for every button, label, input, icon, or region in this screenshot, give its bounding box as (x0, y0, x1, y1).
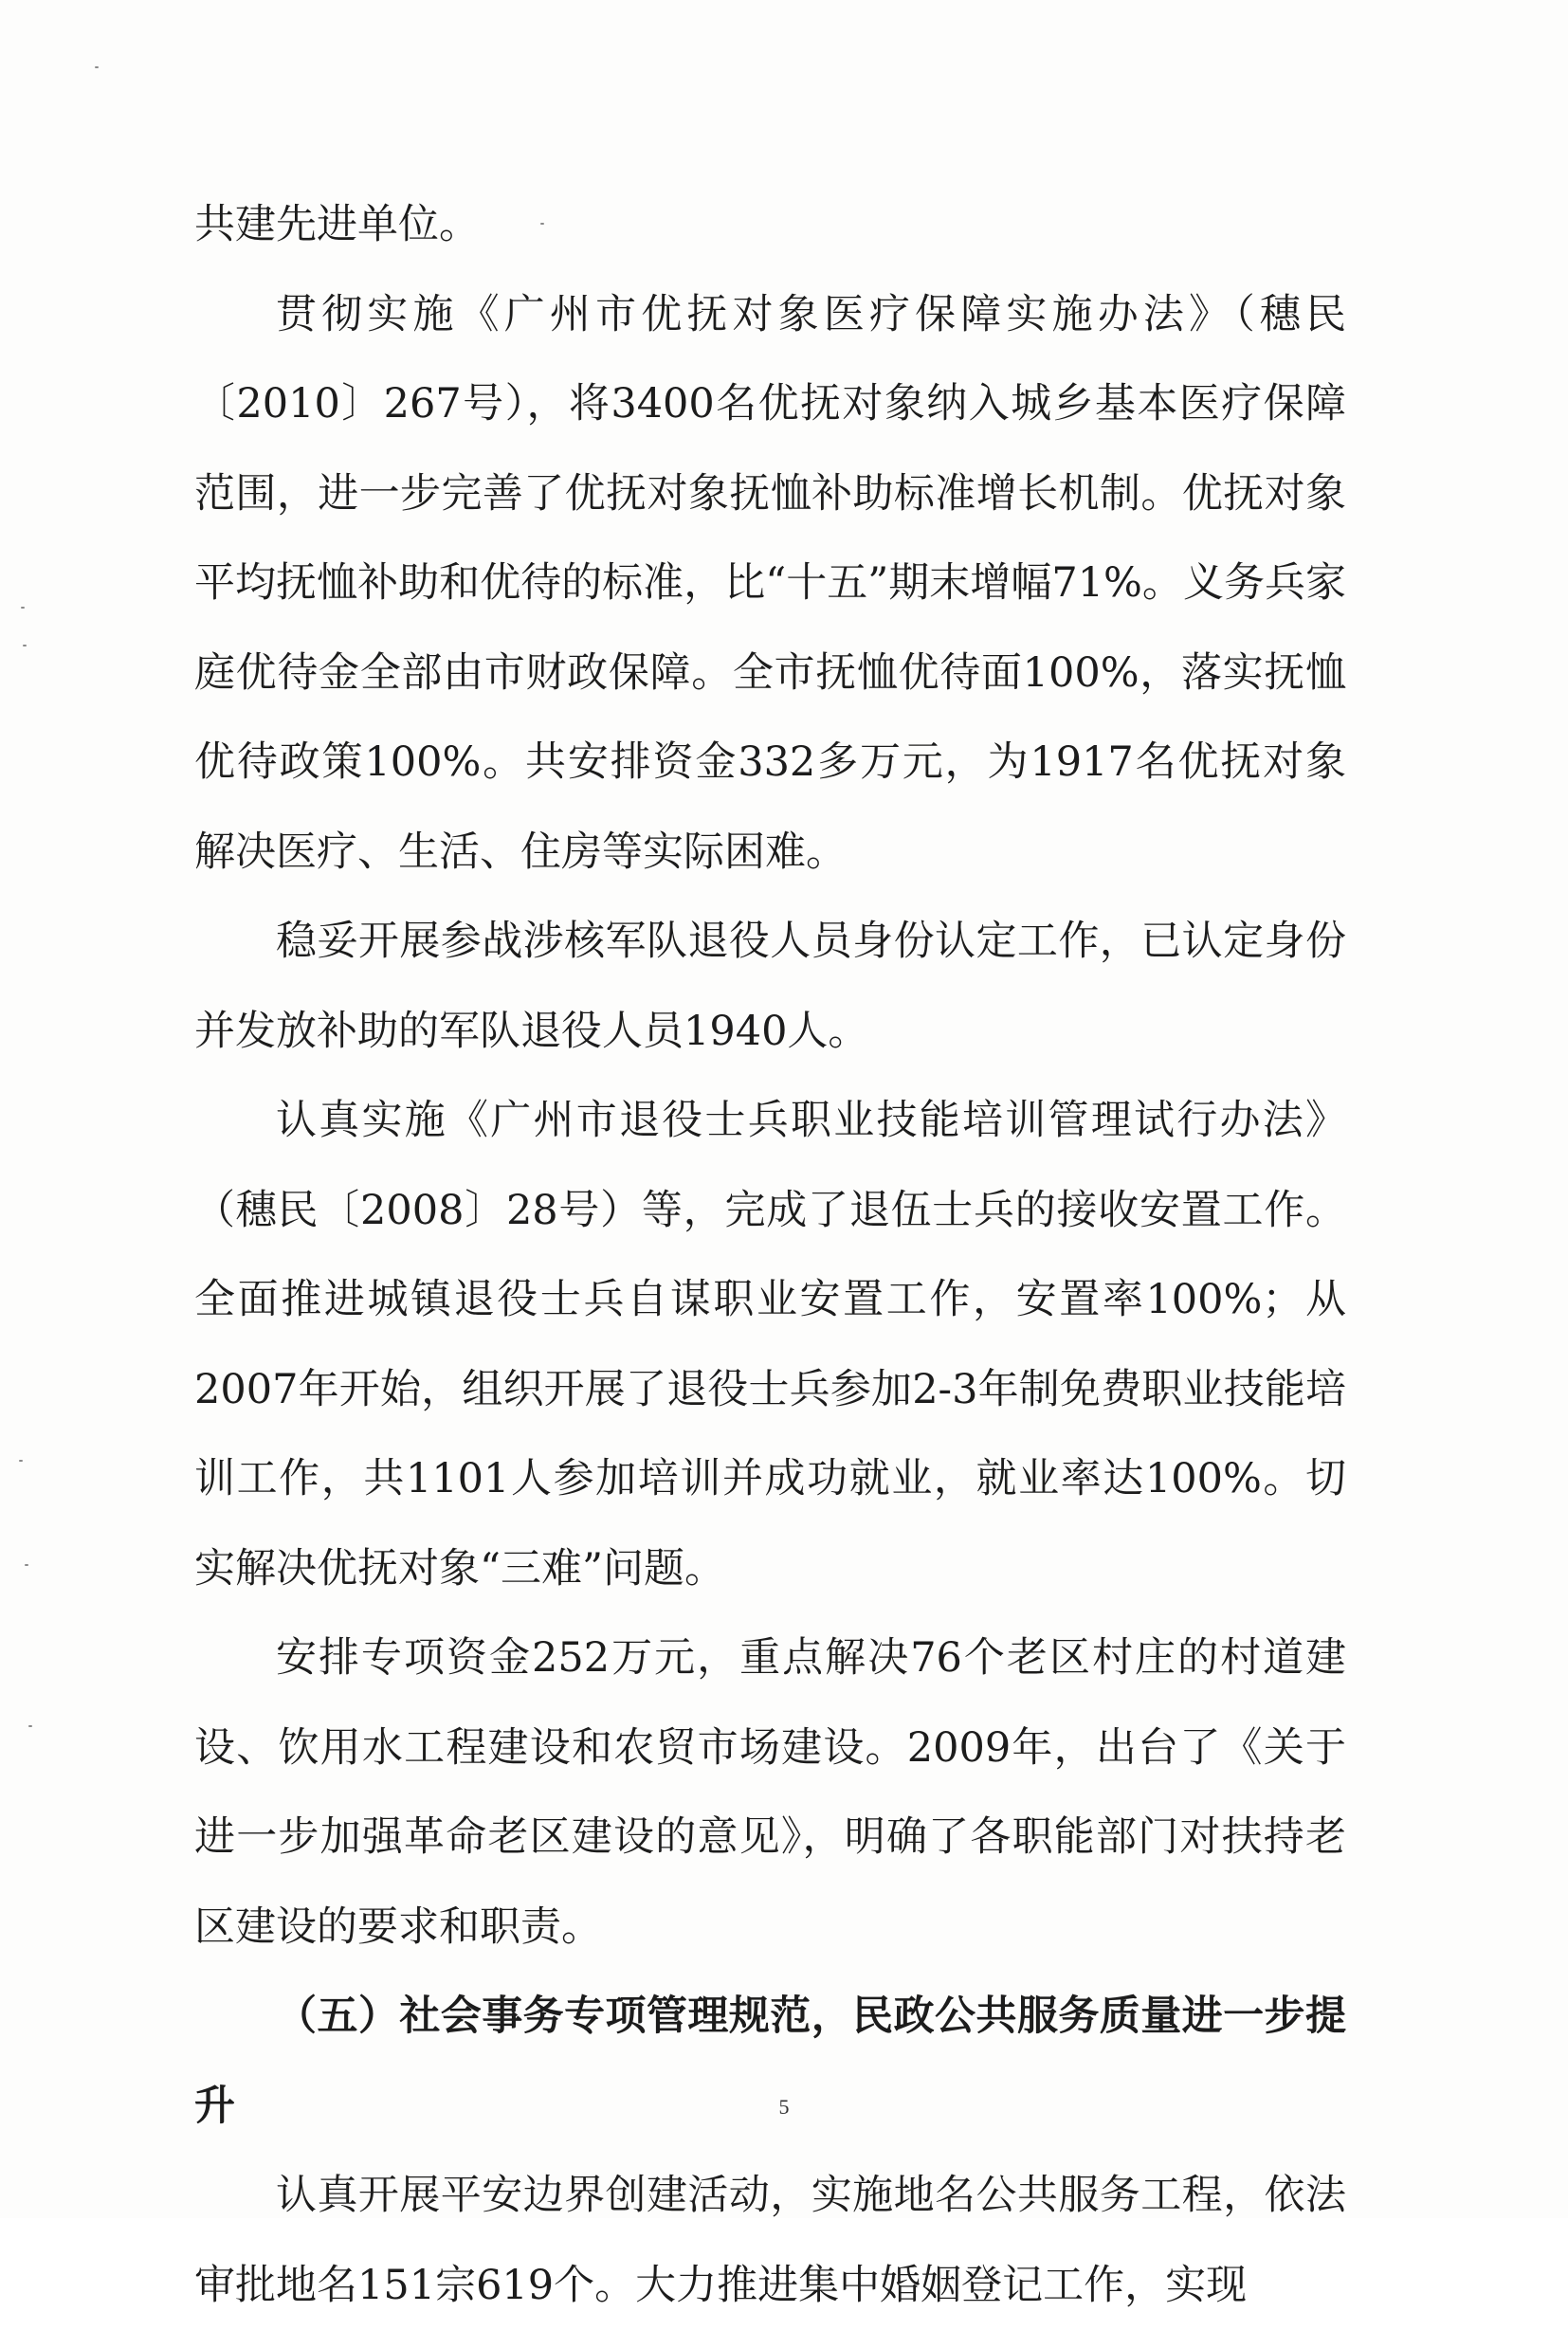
paragraph-old-revolutionary-areas: 安排专项资金252万元，重点解决76个老区村庄的村道建设、饮用水工程建设和农贸市场建设。2009年，出台了《关于进一步加强革命老区建设的意见》，明确了各职能部门对扶持老区建设的要求和职责。 (194, 1634, 1346, 1951)
section-heading: （五）社会事务专项管理规范，民政公共服务质量进一步提升 (194, 1993, 1346, 2130)
paragraph-veteran-training: 认真实施《广州市退役士兵职业技能培训管理试行办法》（穗民〔2008〕28号）等，完成了退伍士兵的接收安置工作。全面推进城镇退役士兵自谋职业安置工作，安置率100%；从2007年开始，组织开展了退役士兵参加2-3年制免费职业技能培训工作，共1101人参加培训并成功就业，就业率达100%。切实解决优抚对象“三难”问题。 (194, 1097, 1346, 1593)
paragraph-continuation: 共建先进单位。 (194, 201, 480, 248)
scan-speck (23, 645, 27, 646)
paragraph-medical-security: 贯彻实施《广州市优抚对象医疗保障实施办法》（穗民〔2010〕267号），将3400名优抚对象纳入城乡基本医疗保障范围，进一步完善了优抚对象抚恤补助标准增长机制。优抚对象平均抚恤补助和优待的标准，比“十五”期末增幅71%。义务兵家庭优待金全部由市财政保障。全市抚恤优待面100%，落实抚恤优待政策100%。共安排资金332多万元，为1917名优抚对象解决医疗、生活、住房等实际困难。 (194, 290, 1346, 876)
paragraph-social-affairs: 认真开展平安边界创建活动，实施地名公共服务工程，依法审批地名151宗619个。大力推进集中婚姻登记工作，实现 (194, 2172, 1346, 2309)
scan-speck (21, 607, 25, 609)
paragraph-veteran-identification: 稳妥开展参战涉核军队退役人员身份认定工作，已认定身份并发放补助的军队退役人员1940人。 (194, 918, 1346, 1055)
scan-speck (25, 1564, 28, 1566)
scan-speck (19, 1460, 23, 1462)
document-body (194, 180, 1346, 2330)
page-number: 5 (778, 2095, 790, 2119)
scan-speck (95, 66, 99, 68)
scan-speck (28, 1725, 32, 1727)
